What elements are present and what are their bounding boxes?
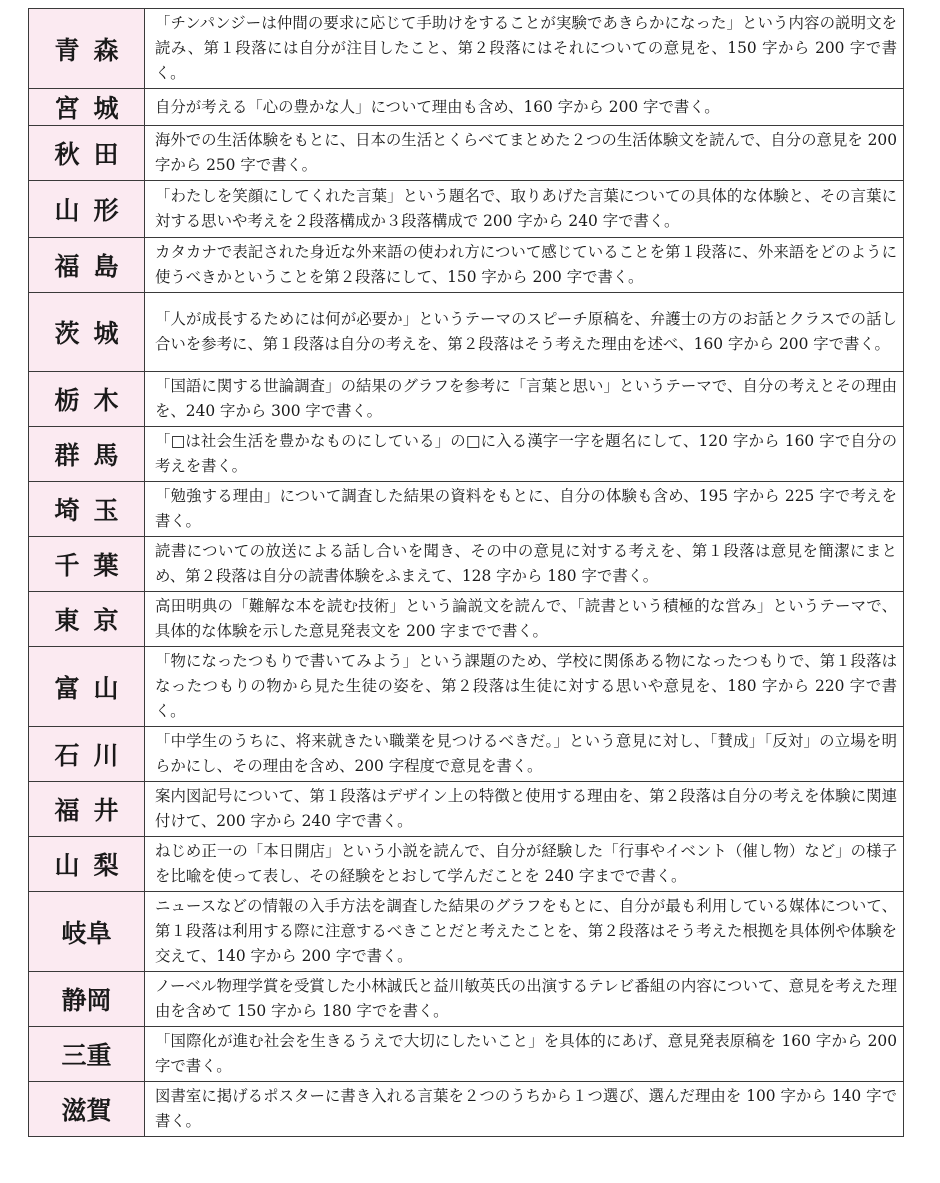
- essay-requirement-text: 「勉強する理由」について調査した結果の資料をもとに、自分の体験も含め、195 字から 225 字で考えを書く。: [145, 482, 904, 537]
- prefecture-cell: [29, 892, 145, 972]
- prefecture-cell: [29, 592, 145, 647]
- essay-requirements-table: [28, 8, 904, 1137]
- essay-requirement-text: 「チンパンジーは仲間の要求に応じて手助けをすることが実験であきらかになった」という内容の説明文を読み、第１段落には自分が注目したこと、第２段落にはそれについての意見を、150 字から 200 字で書く。: [145, 9, 904, 89]
- prefecture-name: 群馬: [54, 441, 133, 470]
- essay-requirement-text: 図書室に掲げるポスターに書き入れる言葉を２つのうちから１つ選び、選んだ理由を 100 字から 140 字で書く。: [145, 1082, 904, 1137]
- essay-requirement-text: 「国際化が進む社会を生きるうえで大切にしたいこと」を具体的にあげ、意見発表原稿を 160 字から 200 字で書く。: [145, 1027, 904, 1082]
- prefecture-cell: [29, 537, 145, 592]
- table-row: [29, 89, 904, 126]
- prefecture-cell: [29, 1027, 145, 1082]
- prefecture-name: 滋賀: [61, 1096, 112, 1125]
- prefecture-name: 茨城: [54, 319, 133, 348]
- prefecture-cell: [29, 837, 145, 892]
- essay-requirement-text: 「人が成長するためには何が必要か」というテーマのスピーチ原稿を、弁護士の方のお話とクラスでの話し合いを参考に、第１段落は自分の考えを、第２段落はそう考えた理由を述べ、160 字から 200 字で書く。: [145, 293, 904, 372]
- table-row: [29, 181, 904, 238]
- prefecture-cell: [29, 727, 145, 782]
- prefecture-name: 山形: [54, 196, 133, 225]
- prefecture-cell: [29, 126, 145, 181]
- prefecture-name: 福井: [54, 796, 133, 825]
- prefecture-name: 埼玉: [54, 496, 133, 525]
- prefecture-cell: [29, 482, 145, 537]
- prefecture-cell: [29, 9, 145, 89]
- table-body: [29, 9, 904, 1137]
- prefecture-name: 栃木: [54, 386, 133, 415]
- essay-requirement-text: 案内図記号について、第１段落はデザイン上の特徴と使用する理由を、第２段落は自分の考えを体験に関連付けて、200 字から 240 字で書く。: [145, 782, 904, 837]
- prefecture-cell: [29, 782, 145, 837]
- essay-requirement-text: 高田明典の「難解な本を読む技術」という論説文を読んで、「読書という積極的な営み」というテーマで、具体的な体験を示した意見発表文を 200 字までで書く。: [145, 592, 904, 647]
- essay-requirement-text: 「物になったつもりで書いてみよう」という課題のため、学校に関係ある物になったつもりで、第１段落はなったつもりの物から見た生徒の姿を、第２段落は生徒に対する思いや意見を、180 字から 220 字で書く。: [145, 647, 904, 727]
- prefecture-cell: [29, 238, 145, 293]
- essay-requirement-text: ニュースなどの情報の入手方法を調査した結果のグラフをもとに、自分が最も利用している媒体について、第１段落は利用する際に注意するべきことだと考えたことを、第２段落はそう考えた根拠を具体例や体験を交えて、140 字から 200 字で書く。: [145, 892, 904, 972]
- essay-requirement-text: カタカナで表記された身近な外来語の使われ方について感じていることを第１段落に、外来語をどのように使うべきかということを第２段落にして、150 字から 200 字で書く。: [145, 238, 904, 293]
- prefecture-name: 富山: [54, 673, 133, 703]
- prefecture-cell: [29, 647, 145, 727]
- table-row: [29, 9, 904, 89]
- table-row: [29, 1027, 904, 1082]
- essay-requirement-text: 「わたしを笑顔にしてくれた言葉」という題名で、取りあげた言葉についての具体的な体験と、その言葉に対する思いや考えを２段落構成か３段落構成で 200 字から 240 字で書く。: [145, 181, 904, 238]
- table-row: [29, 647, 904, 727]
- prefecture-name: 石川: [54, 741, 133, 770]
- prefecture-name: 秋田: [54, 140, 133, 169]
- essay-requirement-text: 「□は社会生活を豊かなものにしている」の□に入る漢字一字を題名にして、120 字から 160 字で自分の考えを書く。: [145, 427, 904, 482]
- prefecture-name: 宮城: [54, 94, 133, 123]
- table-row: [29, 238, 904, 293]
- prefecture-cell: [29, 372, 145, 427]
- prefecture-cell: [29, 181, 145, 238]
- essay-requirement-text: ノーベル物理学賞を受賞した小林誠氏と益川敏英氏の出演するテレビ番組の内容について、意見を考えた理由を含めて 150 字から 180 字でを書く。: [145, 972, 904, 1027]
- prefecture-cell: [29, 89, 145, 126]
- prefecture-cell: [29, 972, 145, 1027]
- prefecture-name: 三重: [61, 1041, 112, 1070]
- table-row: [29, 837, 904, 892]
- table-row: [29, 537, 904, 592]
- prefecture-name: 福島: [54, 252, 133, 281]
- prefecture-name: 静岡: [61, 986, 112, 1015]
- table-row: [29, 592, 904, 647]
- essay-requirement-text: 読書についての放送による話し合いを聞き、その中の意見に対する考えを、第１段落は意見を簡潔にまとめ、第２段落は自分の読書体験をふまえて、128 字から 180 字で書く。: [145, 537, 904, 592]
- table-row: [29, 892, 904, 972]
- prefecture-name: 東京: [54, 606, 133, 635]
- essay-requirement-text: 海外での生活体験をもとに、日本の生活とくらべてまとめた２つの生活体験文を読んで、自分の意見を 200 字から 250 字で書く。: [145, 126, 904, 181]
- essay-requirement-text: 自分が考える「心の豊かな人」について理由も含め、160 字から 200 字で書く。: [145, 89, 904, 126]
- table-row: [29, 126, 904, 181]
- prefecture-name: 山梨: [54, 851, 133, 880]
- essay-requirement-text: ねじめ正一の「本日開店」という小説を読んで、自分が経験した「行事やイベント（催し物）など」の様子を比喩を使って表し、その経験をとおして学んだことを 240 字までで書く。: [145, 837, 904, 892]
- prefecture-name: 岐阜: [61, 918, 112, 948]
- essay-requirement-text: 「中学生のうちに、将来就きたい職業を見つけるべきだ。」という意見に対し、「賛成」「反対」の立場を明らかにし、その理由を含め、200 字程度で意見を書く。: [145, 727, 904, 782]
- prefecture-cell: [29, 293, 145, 372]
- table-row: [29, 372, 904, 427]
- prefecture-cell: [29, 427, 145, 482]
- table-row: [29, 482, 904, 537]
- table-row: [29, 427, 904, 482]
- prefecture-name: 青森: [54, 35, 133, 65]
- prefecture-name: 千葉: [54, 551, 133, 580]
- table-row: [29, 972, 904, 1027]
- essay-requirement-text: 「国語に関する世論調査」の結果のグラフを参考に「言葉と思い」というテーマで、自分の考えとその理由を、240 字から 300 字で書く。: [145, 372, 904, 427]
- table-row: [29, 727, 904, 782]
- table-row: [29, 782, 904, 837]
- table-row: [29, 293, 904, 372]
- prefecture-cell: [29, 1082, 145, 1137]
- table-row: [29, 1082, 904, 1137]
